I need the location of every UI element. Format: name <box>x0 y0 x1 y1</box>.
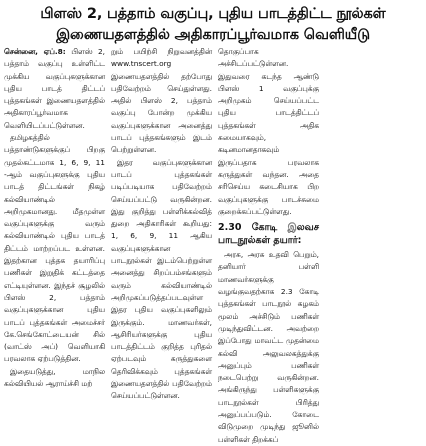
paragraph-text: பிளஸ் 2, பத்தாம் வகுப்பு உள்ளிட்ட முக்கிய வகுப்புகளுக்கான புதிய பாடத் திட்டப் புத்தகங்கள் இணையதளத்தில் அதிகாரப்பூர்வமாக வெளியிடப்பட்டுள்ளன. <box>4 47 106 130</box>
paragraph: றும் பயிற்சி நிறுவனத்தின் www.tnscert.org இணையதளத்தில் தற்போது பதிவேற்றம் செய்துள்ளது. அதில் பிளஸ் 2, பத்தாம் வகுப்பு போன்ற முக்கிய வகுப்புகளுக்கான அனைத்து பாடப் புத்தகங்களும் இடம் பெற்றுள்ளன. <box>111 47 212 155</box>
headline-line-2: இணையதளத்தில் அதிகாரப்பூர்வமாக வெளியீடு <box>56 26 370 43</box>
paragraph: இதர வகுப்புகளுக்கான பாடப் புத்தகங்கள் படிப்படியாக பதிவேற்றம் செய்யப்பட்டு வருகின்றன. இது குறித்து பள்ளிக்கல்வித் துறை அதிகாரிகள் கூறியது: 1, 6, 9, 11 ஆகிய வகுப்புகளுக்கான பாடநூல்கள் இடம்பெற்றுள்ள அனைத்து சிறப்பம்சங்களும் வரும் கல்வியாண்டில் அறிமுகப்படுத்தப்படவுள்ள இதர புதிய வகுப்புகளிலும் இருக்கும். மாணவர்கள், ஆசிரியர்களுக்கு புதிய பாடத்திட்டம் குறித்த புரிதல் ஏற்படவும் கருத்துகளை தெரிவிக்கவும் புத்தகங்கள் இணையதளத்தில் பதிவேற்றம் செய்யப்பட்டுள்ளன. <box>111 157 212 401</box>
subheading: 2.30 கோடி இலவச பாடநூல்கள் தயார்: <box>218 222 319 247</box>
headline-line-1: பிளஸ் 2, பத்தாம் வகுப்பு, புதிய பாடத்திட்ட நூல்கள் <box>40 5 386 22</box>
paragraph: தமிழகத்தில் பத்தாண்டுகளுக்குப் பிறகு முதல்கட்டமாக 1, 6, 9, 11 -ஆம் வகுப்புகளுக்கு புதிய பாடத் திட்டங்கள் நிகழ் கல்வியாண்டில் அறிமுகமானது. மீதமுள்ள வகுப்புகளுக்கு வரும் கல்வியாண்டில் புதிய பாடத் திட்டம் மாற்றப்பட உள்ளன. இதற்கான புத்தக தயாரிப்பு பணிகள் இறுதிக் கட்டத்தை எட்டியுள்ளன. இந்தச் சூழலில் பிளஸ் 2, பத்தாம் வகுப்புகளுக்கான புதிய பாடப் புத்தகங்கள் அமைச்சர் கே.செங்கோட்டையன் சில் (வாட்ஸ் அப்) வெளியாகி பரவலாக ஏற்படுத்தின. <box>4 133 105 364</box>
article-columns <box>4 46 422 444</box>
paragraph: அரசு, அரசு உதவி பெறும், தனியார் பள்ளி மாணவர்களுக்கு வழங்குவதற்காக 2.3 கோடி புத்தகங்கள் பாடநூல் கழகம் மூலம் அச்சிடும் பணிகள் முடிந்துவிட்டன. அவற்றை இப்போது மாவட்ட முதன்மை கல்வி அலுவலகத்துக்கு அனுப்பும் பணிகள் நடைபெற்று வருகின்றன. அங்கிருந்து பள்ளிகளுக்கு பாடநூல்கள் பிரித்து அனுப்பப்படும். கோடை விடுமுறை முடிந்து ஜூனில் பள்ளிகள் திறக்கப் <box>218 250 319 444</box>
dateline: சென்னை, ஏப்.8: <box>4 47 66 56</box>
column-1 <box>4 46 105 401</box>
column-2 <box>111 46 212 401</box>
paragraph: தொகுப்பாக அச்சிடப்பட்டுள்ளன. இதுவரை கடந்த ஆண்டு பிளஸ் 1 வகுப்புக்கு அறிமுகம் செய்யப்பட்ட புதிய பாடத்திட்டப் புத்தகங்கள் அதிக சுமையாகவும், கடினமானதாகவும் இருப்பதாக பரவலாக கருத்துகள் வந்தன. அதை சரிசெய்ய கடைசியாக பிற வகுப்புகளுக்கு பாடச்சுமை குறைக்கப்பட்டுள்ளது. <box>218 47 319 216</box>
column-3 <box>218 46 319 444</box>
paragraph <box>4 46 105 132</box>
paragraph: இதையடுத்து, மாநில கல்வியியல் ஆராய்ச்சி மற் <box>4 366 105 389</box>
